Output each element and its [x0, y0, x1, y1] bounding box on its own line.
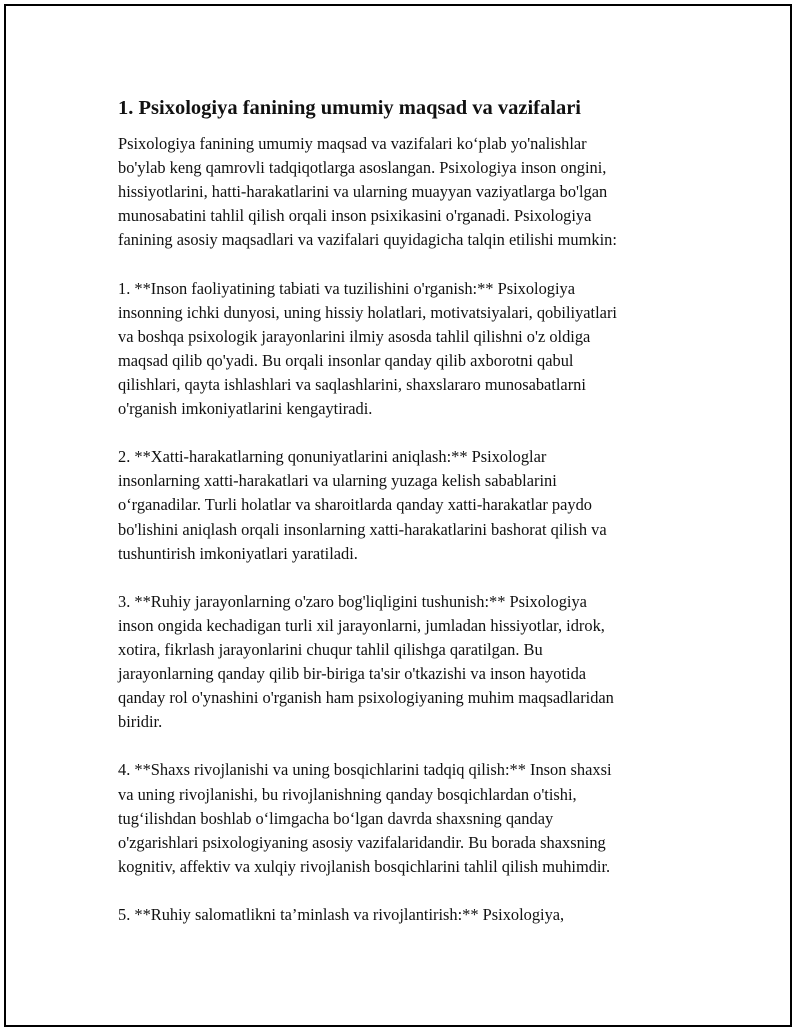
text-line: maqsad qilib qo'yadi. Bu orqali insonlar qanday qilib axborotni qabul	[118, 350, 574, 370]
text-line: va uning rivojlanishi, bu rivojlanishning qanday bosqichlardan o'tishi,	[118, 784, 577, 804]
point-1-paragraph	[118, 277, 690, 422]
text-line: xotira, fikrlash jarayonlarini chuqur tahlil qilishga qaratilgan. Bu	[118, 639, 543, 659]
text-line: 1. **Inson faoliyatining tabiati va tuzilishini o'rganish:** Psixologiya	[118, 278, 575, 298]
text-line: hissiyotlarini, hatti-harakatlarini va ularning muayyan vaziyatlarga bo'lgan	[118, 182, 608, 202]
text-line: inson ongida kechadigan turli xil jarayonlarni, jumladan hissiyotlar, idrok,	[118, 615, 605, 635]
text-line: tug‘ilishdan boshlab o‘limgacha bo‘lgan davrda shaxsning qanday	[118, 808, 554, 828]
text-line: insonning ichki dunyosi, uning hissiy holatlari, motivatsiyalari, qobiliyatlari	[118, 302, 617, 322]
point-5-paragraph	[118, 903, 690, 927]
text-line: jarayonlarning qanday qilib bir-biriga ta'sir o'tkazishi va inson hayotida	[118, 664, 587, 684]
text-line: va boshqa psixologik jarayonlarini ilmiy asosda tahlil qilishni o'z oldiga	[118, 326, 591, 346]
text-line: kognitiv, affektiv va xulqiy rivojlanish bosqichlarini tahlil qilish muhimdir.	[118, 856, 611, 876]
text-line: bo'lishini aniqlash orqali insonlarning xatti-harakatlarini bashorat qilish va	[118, 519, 607, 539]
text-line: 5. **Ruhiy salomatlikni ta’minlash va rivojlantirish:** Psixologiya,	[118, 905, 565, 924]
text-line: 3. **Ruhiy jarayonlarning o'zaro bog'liqligini tushunish:** Psixologiya	[118, 591, 587, 611]
document-body	[118, 94, 690, 951]
text-line: o‘rganadilar. Turli holatlar va sharoitlarda qanday xatti-harakatlar paydo	[118, 495, 592, 515]
text-line: qanday rol o'ynashini o'rganish ham psixologiyaning muhim maqsadlaridan	[118, 688, 614, 708]
text-line: bo'ylab keng qamrovli tadqiqotlarga asoslangan. Psixologiya inson ongini,	[118, 158, 607, 178]
text-line: o'zgarishlari psixologiyaning asosiy vazifalaridandir. Bu borada shaxsning	[118, 832, 606, 852]
text-line: 2. **Xatti-harakatlarning qonuniyatlarini aniqlash:** Psixologlar	[118, 447, 547, 467]
text-line: 4. **Shaxs rivojlanishi va uning bosqichlarini tadqiq qilish:** Inson shaxsi	[118, 760, 612, 780]
point-2-paragraph	[118, 445, 690, 565]
intro-paragraph	[118, 132, 690, 252]
point-4-paragraph	[118, 758, 690, 878]
text-line: o'rganish imkoniyatlarini kengaytiradi.	[118, 399, 373, 419]
text-line: qilishlari, qayta ishlashlari va saqlashlarini, shaxslararo munosabatlarni	[118, 374, 586, 394]
text-line: fanining asosiy maqsadlari va vazifalari quyidagicha talqin etilishi mumkin:	[118, 230, 617, 250]
text-line: biridir.	[118, 712, 163, 732]
text-line: tushuntirish imkoniyatlari yaratiladi.	[118, 543, 358, 563]
text-line: Psixologiya fanining umumiy maqsad va vazifalari ko‘plab yo'nalishlar	[118, 134, 587, 153]
section-heading: 1. Psixologiya fanining umumiy maqsad va vazifalari	[118, 97, 582, 119]
point-3-paragraph	[118, 590, 690, 735]
text-line: munosabatini tahlil qilish orqali inson psixikasini o'rganadi. Psixologiya	[118, 206, 592, 226]
text-line: insonlarning xatti-harakatlari va ularning yuzaga kelish sabablarini	[118, 471, 557, 491]
